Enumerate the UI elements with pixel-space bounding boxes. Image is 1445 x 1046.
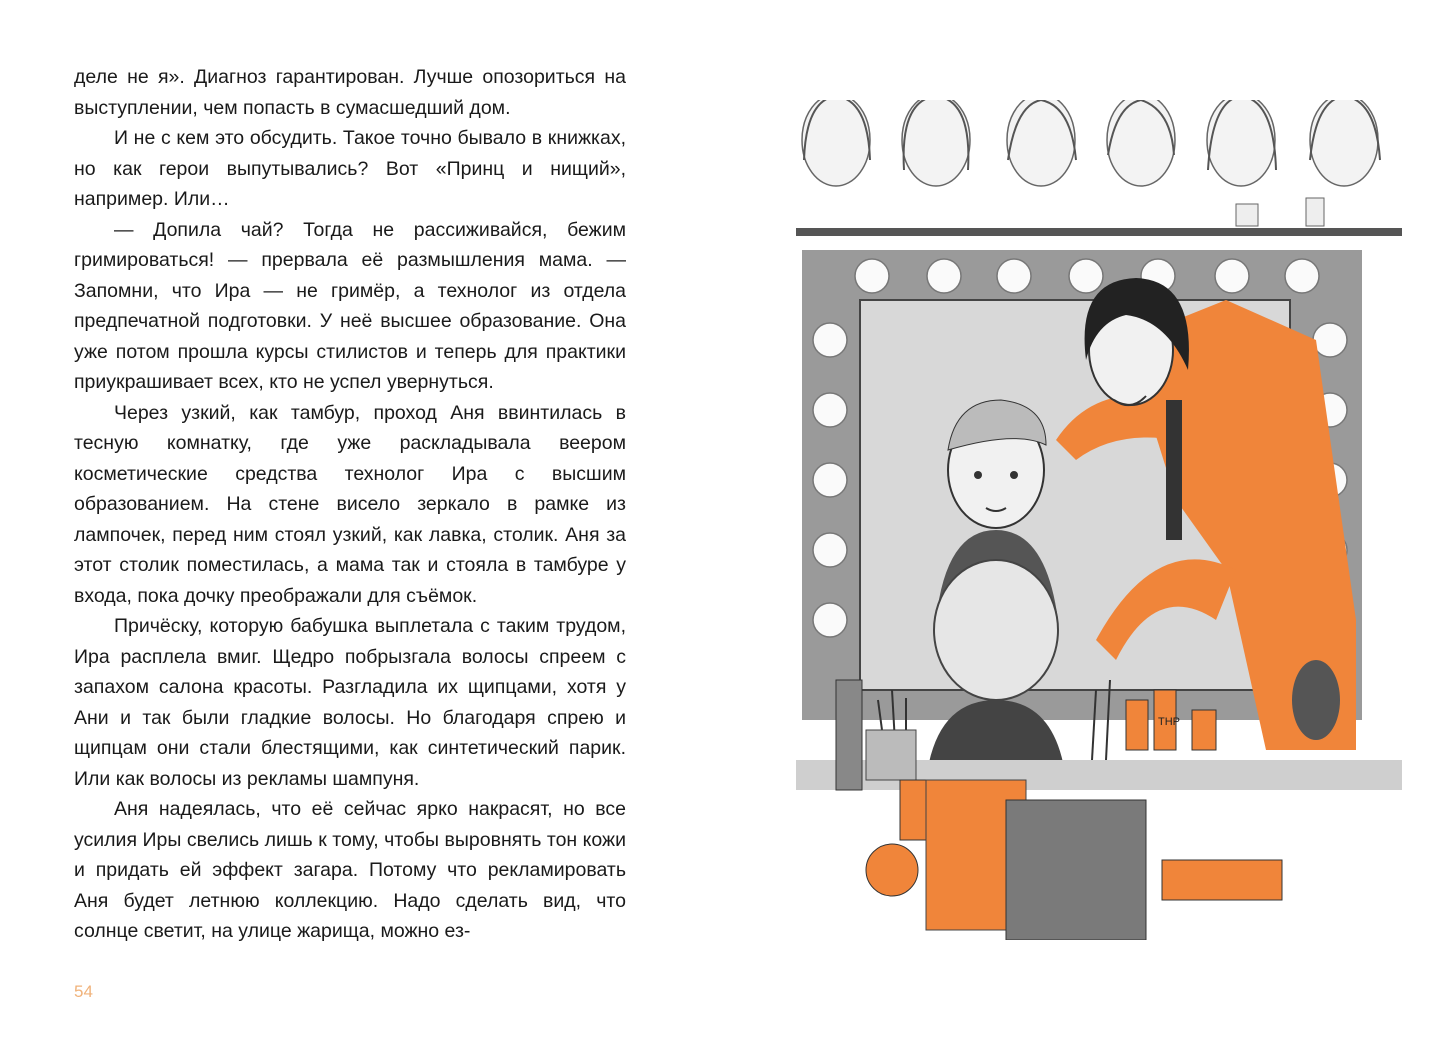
compact-powder bbox=[866, 844, 918, 896]
comb bbox=[1292, 660, 1340, 740]
paragraph: — Допила чай? Тогда не рассиживайся, бежим гримироваться! — прервала её размышления мама. — Запомни, что Ира — не гримёр, а технолог из отдела предпечатной подготовки. У неё высшее образование. Она уже потом прошла курсы стилистов и теперь для практики приукрашивает всех, кто не успел увернуться. bbox=[74, 218, 626, 393]
bottle bbox=[1236, 204, 1258, 226]
bottle-label: ТНР bbox=[1158, 716, 1180, 728]
paragraph: Аня надеялась, что её сейчас ярко накрасят, но все усилия Иры свелись лишь к тому, чтобы выровнять тон кожи и придать ей эффект загара. Потому что рекламировать Аня будет летнюю коллекцию. Надо сделать вид, что солнце светит, на улице жарища, можно ез- bbox=[74, 798, 626, 942]
child-back bbox=[926, 560, 1066, 780]
spray-can bbox=[836, 680, 862, 790]
paragraph: деле не я». Диагноз гарантирован. Лучше опозориться на выступлении, чем попасть в сумасшедший дом. bbox=[74, 66, 626, 119]
shelf bbox=[796, 228, 1402, 236]
bottle bbox=[1306, 198, 1324, 226]
lash-box bbox=[1162, 860, 1282, 900]
wig-hair bbox=[804, 100, 1380, 170]
mirror-small bbox=[1006, 800, 1146, 940]
paragraph: Причёску, которую бабушка выплетала с таким трудом, Ира расплела вмиг. Щедро побрызгала волосы спреем с запахом салона красоты. Разгладила их щипцами, хотя у Ани и так были гладкие волосы. Но благодаря спрею и щипцам они стали блестящими, как синтетический парик. Или как волосы из рекламы шампуня. bbox=[74, 615, 626, 790]
page-number: 54 bbox=[74, 982, 93, 1001]
paragraph: И не с кем это обсудить. Такое точно бывало в книжках, но как герои выпутывались? Вот «Принц и нищий», например. Или… bbox=[74, 127, 626, 210]
brush-cup bbox=[866, 730, 916, 780]
wig-heads bbox=[802, 100, 1378, 186]
body-text bbox=[74, 62, 626, 947]
illustration-makeup-scene bbox=[796, 100, 1402, 940]
paragraph: Через узкий, как тамбур, проход Аня ввинтилась в тесную комнатку, где уже раскладывала веером косметические средства технолог Ира с высшим образованием. На стене висело зеркало в рамке из лампочек, перед ним стоял узкий, как лавка, столик. Аня за этот столик поместилась, а мама так и стояла в тамбуре у входа, пока дочку преображали для съёмок. bbox=[74, 401, 626, 607]
